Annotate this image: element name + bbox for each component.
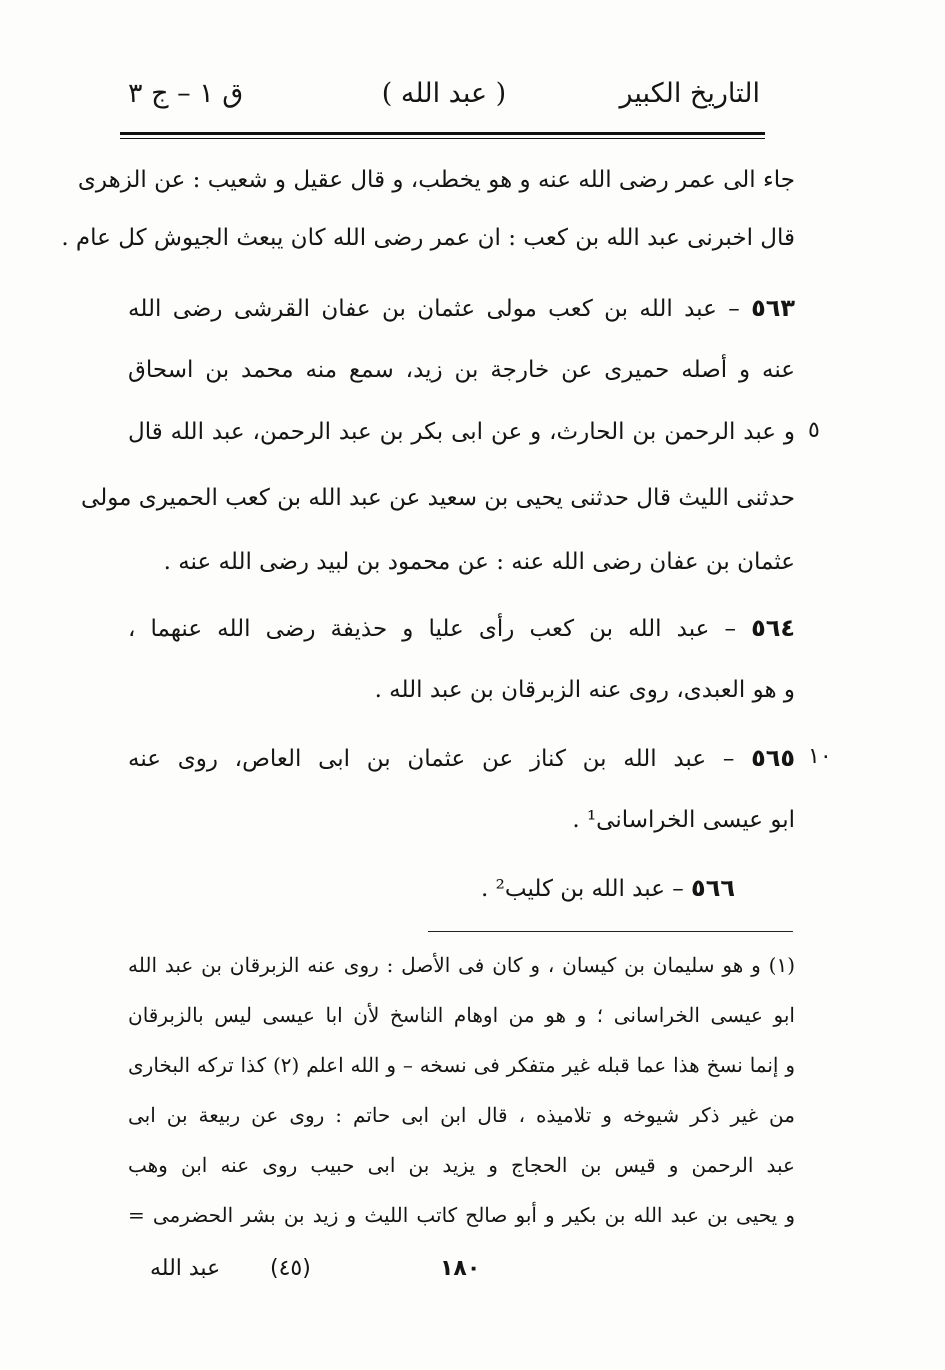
page-number: ١٨٠ xyxy=(440,1256,481,1281)
body-line: عنه و أصله حميرى عن خارجة بن زيد، سمع منه محمد بن اسحاق xyxy=(128,357,795,383)
entry-566 xyxy=(481,868,735,909)
footnote-line: و إنما نسخ هذا عما قبله غير متفكر فى نسخه – و الله اعلم (٢) كذا تركه البخارى xyxy=(128,1053,795,1077)
entry-563 xyxy=(128,288,795,329)
entry-text: – عبد الله بن كناز عن عثمان بن ابى العاص، روى عنه xyxy=(128,746,735,772)
volume-label: ق ١ – ج ٣ xyxy=(128,78,244,109)
entry-number: ٥٦٣ xyxy=(751,294,796,322)
book-title: التاريخ الكبير xyxy=(619,78,760,109)
body-line: و عبد الرحمن بن الحارث، و عن ابى بكر بن عبد الرحمن، عبد الله قال xyxy=(128,419,795,445)
body-line: و هو العبدى، روى عنه الزبرقان بن عبد الله . xyxy=(374,677,795,703)
section-title: ( عبد الله ) xyxy=(381,78,507,109)
body-line: عثمان بن عفان رضى الله عنه : عن محمود بن لبيد رضى الله عنه . xyxy=(163,549,795,575)
footnote-line: عبد الرحمن و قيس بن الحجاج و يزيد بن ابى حبيب روى عنه ابن وهب xyxy=(128,1153,795,1177)
entry-number: ٥٦٦ xyxy=(691,874,735,902)
body-line: ابو عيسى الخراسانى¹ . xyxy=(572,807,795,833)
footnote-line: و يحيى بن عبد الله بن بكير و أبو صالح كاتب الليث و زيد بن بشر الحضرمى = xyxy=(128,1203,795,1227)
footer-name: عبد الله xyxy=(150,1256,221,1281)
body-line: جاء الى عمر رضى الله عنه و هو يخطب، و قال عقيل و شعيب : عن الزهرى xyxy=(77,167,795,193)
entry-number: ٥٦٤ xyxy=(751,614,796,642)
running-header xyxy=(128,78,760,126)
footnote-line: من غير ذكر شيوخه و تلاميذه ، قال ابن ابى حاتم : روى عن ربيعة بن ابى xyxy=(128,1103,795,1127)
footnote-line: (١) و هو سليمان بن كيسان ، و كان فى الأصل : روى عنه الزبرقان بن عبد الله xyxy=(128,953,795,977)
signature-mark: (٤٥) xyxy=(270,1256,311,1281)
entry-564 xyxy=(128,608,795,649)
header-rule-thick xyxy=(120,132,765,135)
page-footer xyxy=(150,1256,490,1296)
entry-text: – عبد الله بن كليب² . xyxy=(481,876,684,902)
margin-line-number: ٥ xyxy=(808,418,820,443)
entry-text: – عبد الله بن كعب مولى عثمان بن عفان القرشى رضى الله xyxy=(128,296,740,322)
footnote-rule xyxy=(428,931,793,932)
footnote-line: ابو عيسى الخراسانى ؛ و هو من اوهام الناسخ لأن ابا عيسى ليس بالزبرقان xyxy=(128,1003,795,1027)
entry-number: ٥٦٥ xyxy=(751,744,796,772)
header-rule-thin xyxy=(120,138,765,139)
entry-text: – عبد الله بن كعب رأى عليا و حذيفة رضى الله عنهما ، xyxy=(128,616,736,642)
entry-565 xyxy=(128,738,795,779)
body-line: قال اخبرنى عبد الله بن كعب : ان عمر رضى الله كان يبعث الجيوش كل عام . xyxy=(61,225,795,251)
margin-line-number: ١٠ xyxy=(808,744,832,769)
body-line: حدثنى الليث قال حدثنى يحيى بن سعيد عن عبد الله بن كعب الحميرى مولى xyxy=(81,485,795,511)
